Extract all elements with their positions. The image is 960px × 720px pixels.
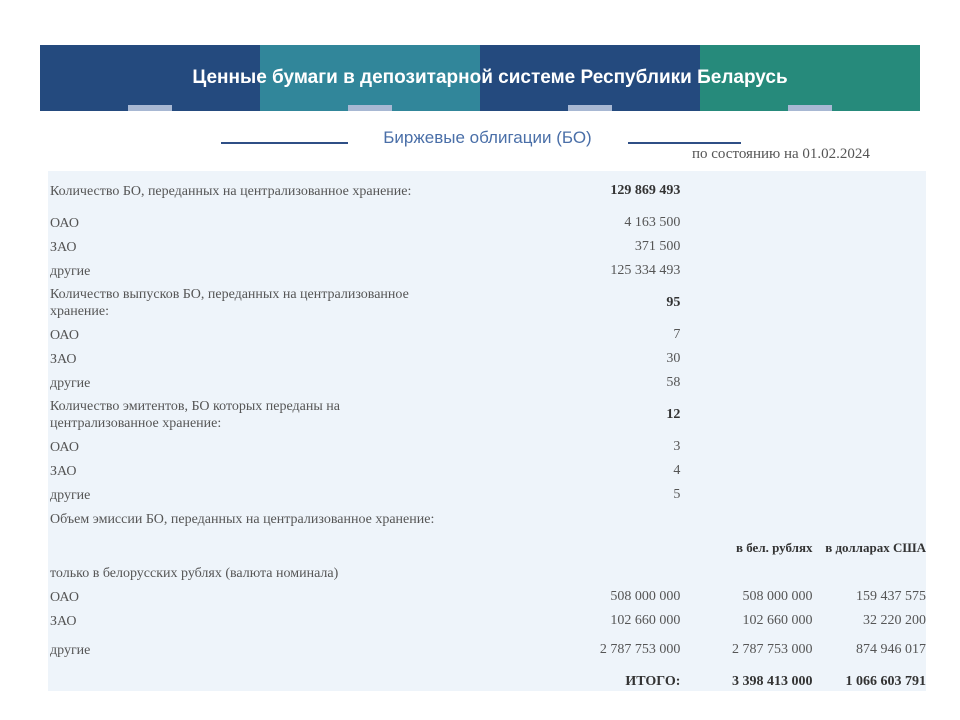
total-byr: 3 398 413 000 bbox=[732, 674, 813, 689]
row-byr: 2 787 753 000 bbox=[732, 642, 813, 657]
total-label: ИТОГО: bbox=[625, 674, 681, 689]
table-row bbox=[48, 633, 926, 667]
row-label: Количество БО, переданных на централизованное хранение: bbox=[50, 183, 412, 199]
row-value: 125 334 493 bbox=[610, 263, 681, 278]
row-byr: 102 660 000 bbox=[742, 613, 813, 628]
row-label: ЗАО bbox=[50, 463, 77, 479]
row-total: 129 869 493 bbox=[610, 183, 681, 198]
page-title: Ценные бумаги в депозитарной системе Республики Беларусь bbox=[192, 67, 788, 88]
table-row bbox=[48, 609, 926, 633]
table-row bbox=[48, 459, 926, 483]
section-subtitle: Биржевые облигации (БО) bbox=[383, 128, 592, 147]
column-header-byr: в бел. рублях bbox=[735, 540, 813, 555]
row-value: 4 bbox=[673, 463, 681, 478]
row-value: 371 500 bbox=[634, 239, 681, 254]
table-row bbox=[48, 171, 926, 211]
table-row bbox=[48, 347, 926, 371]
row-label: другие bbox=[50, 487, 91, 503]
row-total: 95 bbox=[666, 295, 681, 310]
row-label: другие bbox=[50, 642, 91, 658]
table-row bbox=[48, 507, 926, 561]
table-row bbox=[48, 371, 926, 395]
row-usd: 159 437 575 bbox=[856, 589, 926, 604]
row-byr: 508 000 000 bbox=[742, 589, 813, 604]
currency-note: только в белорусских рублях (валюта номинала) bbox=[50, 565, 339, 581]
total-usd: 1 066 603 791 bbox=[845, 674, 926, 689]
row-label: ОАО bbox=[50, 439, 79, 455]
row-label: ОАО bbox=[50, 327, 79, 343]
table-row bbox=[48, 585, 926, 609]
row-label: ЗАО bbox=[50, 351, 77, 367]
row-value: 4 163 500 bbox=[624, 215, 681, 230]
row-value: 30 bbox=[666, 351, 681, 366]
row-usd: 874 946 017 bbox=[856, 642, 926, 657]
row-label: другие bbox=[50, 375, 91, 391]
row-value: 3 bbox=[673, 439, 681, 454]
row-value: 7 bbox=[673, 327, 681, 342]
row-label: ЗАО bbox=[50, 613, 77, 629]
row-label: ОАО bbox=[50, 589, 79, 605]
table-row bbox=[48, 561, 926, 585]
row-nominal: 2 787 753 000 bbox=[599, 642, 681, 657]
row-label: Объем эмиссии БО, переданных на централизованное хранение: bbox=[50, 512, 435, 527]
row-label: ОАО bbox=[50, 215, 79, 231]
table-row bbox=[48, 259, 926, 283]
row-nominal: 102 660 000 bbox=[610, 613, 681, 628]
row-usd: 32 220 200 bbox=[863, 613, 926, 628]
total-row bbox=[48, 667, 926, 697]
table-row bbox=[48, 483, 926, 507]
table-row bbox=[48, 235, 926, 259]
table-row bbox=[48, 283, 926, 323]
table-row bbox=[48, 211, 926, 235]
row-label: Количество эмитентов, БО которых переданы на централизованное хранение: bbox=[50, 399, 340, 431]
table-row bbox=[48, 435, 926, 459]
row-value: 5 bbox=[673, 487, 681, 502]
row-label: ЗАО bbox=[50, 239, 77, 255]
row-nominal: 508 000 000 bbox=[610, 589, 681, 604]
bonds-table bbox=[48, 171, 926, 697]
as-of-date: по состоянию на 01.02.2024 bbox=[692, 146, 870, 162]
table-row bbox=[48, 395, 926, 435]
row-label: Количество выпусков БО, переданных на централизованное хранение: bbox=[50, 287, 409, 319]
row-label: другие bbox=[50, 263, 91, 279]
row-total: 12 bbox=[666, 407, 681, 422]
row-value: 58 bbox=[666, 375, 681, 390]
subtitle-rule-right bbox=[628, 142, 741, 144]
table-row bbox=[48, 323, 926, 347]
column-header-usd: в долларах США bbox=[825, 540, 926, 555]
